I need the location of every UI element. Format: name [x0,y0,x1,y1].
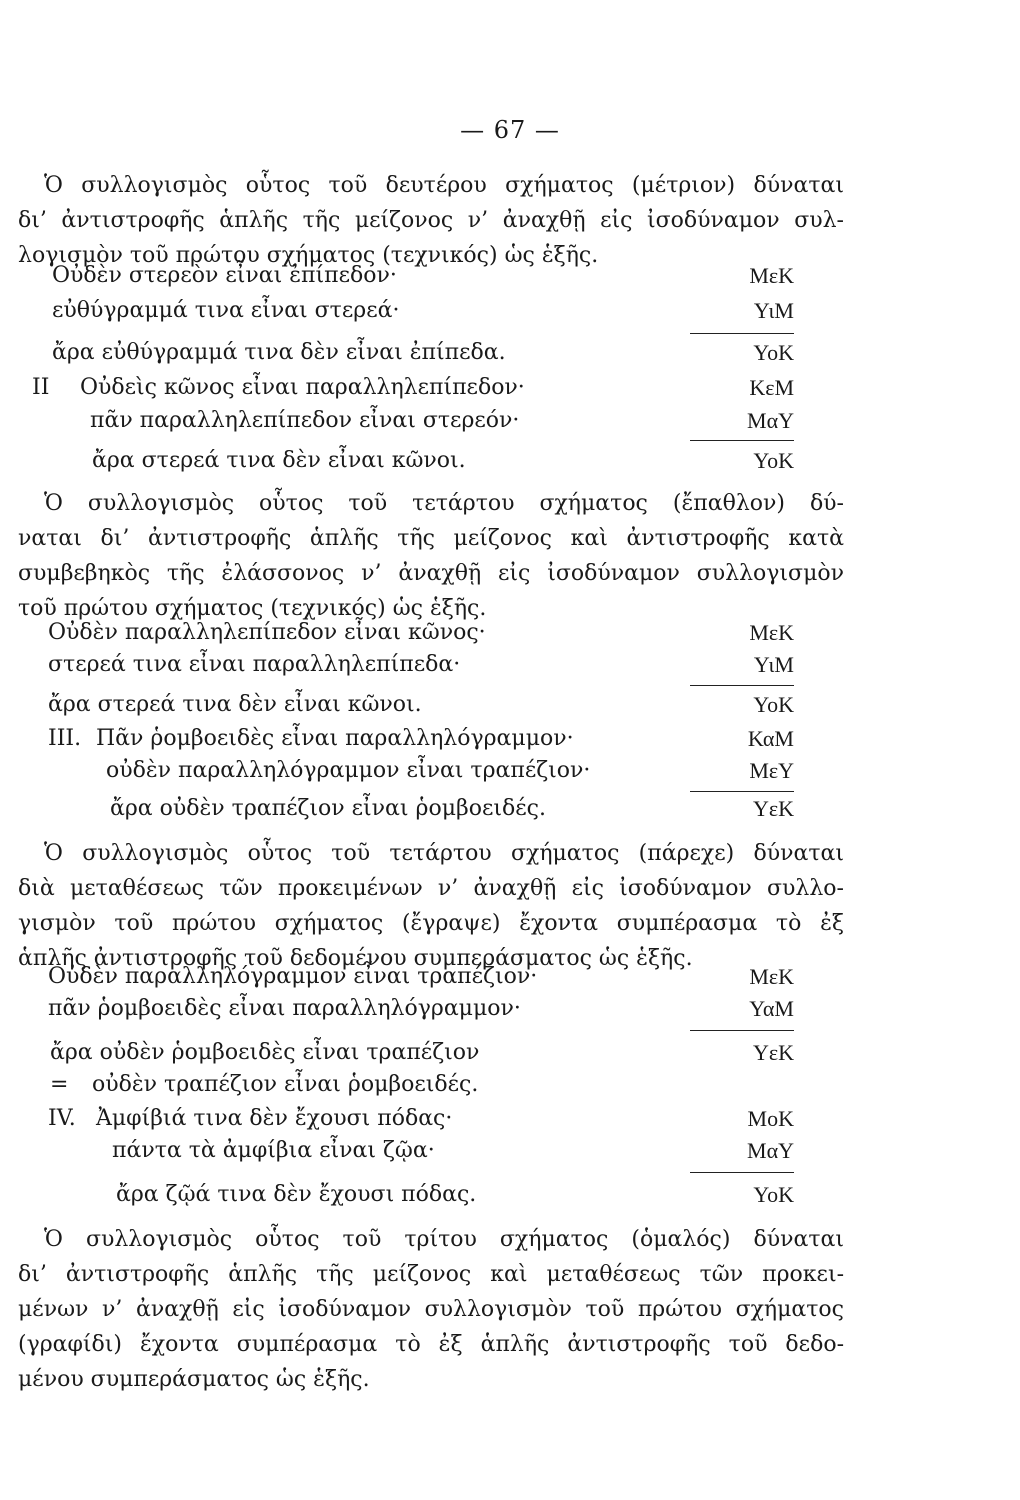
conclusion-rule [690,1030,794,1031]
conclusion: ἄρα ζῷά τινα δὲν ἔχουσι πόδας. [116,1182,477,1207]
premise-major: Πᾶν ῥομβοειδὲς εἶναι παραλληλόγραμμον· [96,726,574,751]
paragraph-line: ἁπλῆς ἀντιστροφῆς τοῦ δεδομένου συμπεράσματος ὡς ἑξῆς. [18,946,693,971]
paragraph [18,168,844,273]
premise-major: Οὐδὲν παραλληλόγραμμον εἶναι τραπέζιον· [48,964,538,989]
paragraph-line: Ὁ συλλογισμὸς οὗτος τοῦ τρίτου σχήματος (ὁμαλός) δύναται [44,1227,844,1252]
premise-minor: πᾶν παραλληλεπίπεδον εἶναι στερεόν· [90,408,520,433]
mood-code: ΥιΜ [753,298,794,323]
mood-code: ΚεΜ [749,375,794,400]
paragraph-line: Ὁ συλλογισμὸς οὗτος τοῦ τετάρτου σχήματος (πάρεχε) δύναται [44,841,844,866]
mood-code: ΥοΚ [753,448,794,473]
conclusion: ἄρα στερεά τινα δὲν εἶναι κῶνοι. [48,692,422,717]
conclusion-rule [690,440,794,441]
syllogism-label: ΙV. [48,1106,76,1131]
conclusion-rule [690,1172,794,1173]
paragraph-line: μένων ν’ ἀναχθῇ εἰς ἰσοδύναμον συλλογισμὸν τοῦ πρώτου σχήματος [18,1297,844,1322]
paragraph-line: μένου συμπεράσματος ὡς ἑξῆς. [18,1367,370,1392]
mood-code: ΥιΜ [753,652,794,677]
paragraph-line: γισμὸν τοῦ πρώτου σχήματος (ἔγραψε) ἔχοντα συμπέρασμα τὸ ἐξ [18,911,844,936]
paragraph-line: λογισμὸν τοῦ πρώτου σχήματος (τεχνικός) ὡς ἑξῆς. [18,243,599,268]
mood-code: ΥοΚ [753,1182,794,1207]
equals-sign: = [50,1072,69,1097]
paragraph-line: ναται δι’ ἀντιστροφῆς ἁπλῆς τῆς μείζονος καὶ ἀντιστροφῆς κατὰ [18,526,844,551]
equivalent-conclusion [50,1072,478,1097]
paragraph [18,486,844,626]
mood-code: ΥοΚ [753,692,794,717]
conclusion-rule [690,333,794,334]
mood-code: ΜεΚ [749,964,794,989]
premise-minor: εὐθύγραμμά τινα εἶναι στερεά· [52,298,400,323]
premise-major: Οὐδὲν παραλληλεπίπεδον εἶναι κῶνος· [48,620,486,645]
paragraph-line: τοῦ πρώτου σχήματος (τεχνικός) ὡς ἑξῆς. [18,596,487,621]
mood-code: ΥαΜ [749,996,794,1021]
mood-code: ΚαΜ [747,726,794,751]
mood-code: ΜοΚ [747,1106,794,1131]
syllogism-label: ΙΙ [32,375,50,400]
conclusion: ἄρα εὐθύγραμμά τινα δὲν εἶναι ἐπίπεδα. [52,340,506,365]
paragraph-line: διὰ μεταθέσεως τῶν προκειμένων ν’ ἀναχθῇ εἰς ἰσοδύναμον συλλο- [18,876,844,901]
mood-code: ΜεΚ [749,620,794,645]
conclusion: ἄρα οὐδὲν ῥομβοειδὲς εἶναι τραπέζιον [50,1040,480,1065]
conclusion: ἄρα στερεά τινα δὲν εἶναι κῶνοι. [92,448,466,473]
paragraph-line: δι’ ἀντιστροφῆς ἁπλῆς τῆς μείζονος καὶ μεταθέσεως τῶν προκει- [18,1262,844,1287]
premise-major: Οὐδὲν στερεὸν εἶναι ἐπίπεδον· [52,263,397,288]
premise-minor: πάντα τὰ ἀμφίβια εἶναι ζῷα· [112,1138,435,1163]
mood-code: ΥεΚ [752,1040,794,1065]
premise-major: Ἀμφίβιά τινα δὲν ἔχουσι πόδας· [96,1106,453,1131]
premise-major: Οὐδεὶς κῶνος εἶναι παραλληλεπίπεδον· [80,375,525,400]
mood-code: ΜεΥ [749,758,794,783]
paragraph-line: συμβεβηκὸς τῆς ἐλάσσονος ν’ ἀναχθῇ εἰς ἰσοδύναμον συλλογισμὸν [18,561,844,586]
paragraph-line: Ὁ συλλογισμὸς οὗτος τοῦ δευτέρου σχήματος (μέτριον) δύναται [44,173,844,198]
paragraph [18,1222,844,1397]
mood-code: ΜαΥ [747,408,794,433]
premise-minor: οὐδὲν παραλληλόγραμμον εἶναι τραπέζιον· [106,758,591,783]
premise-minor: στερεά τινα εἶναι παραλληλεπίπεδα· [48,652,461,677]
paragraph-line: δι’ ἀντιστροφῆς ἁπλῆς τῆς μείζονος ν’ ἀναχθῇ εἰς ἰσοδύναμον συλ- [18,208,844,233]
conclusion: ἄρα οὐδὲν τραπέζιον εἶναι ῥομβοειδές. [110,796,546,821]
page-number: — 67 — [460,116,560,144]
syllogism-label: ΙΙΙ. [48,726,82,751]
mood-code: ΥοΚ [753,340,794,365]
mood-code: ΜαΥ [747,1138,794,1163]
conclusion-converted: οὐδὲν τραπέζιον εἶναι ῥομβοειδές. [92,1072,479,1097]
conclusion-rule [690,685,794,686]
premise-minor: πᾶν ῥομβοειδὲς εἶναι παραλληλόγραμμον· [48,996,521,1021]
paragraph-line: (γραφίδι) ἔχοντα συμπέρασμα τὸ ἐξ ἁπλῆς ἀντιστροφῆς τοῦ δεδο- [18,1332,844,1357]
mood-code: ΥεΚ [752,796,794,821]
paragraph [18,836,844,976]
paragraph-line: Ὁ συλλογισμὸς οὗτος τοῦ τετάρτου σχήματος (ἔπαθλον) δύ- [44,491,844,516]
conclusion-rule [690,791,794,792]
mood-code: ΜεΚ [749,263,794,288]
